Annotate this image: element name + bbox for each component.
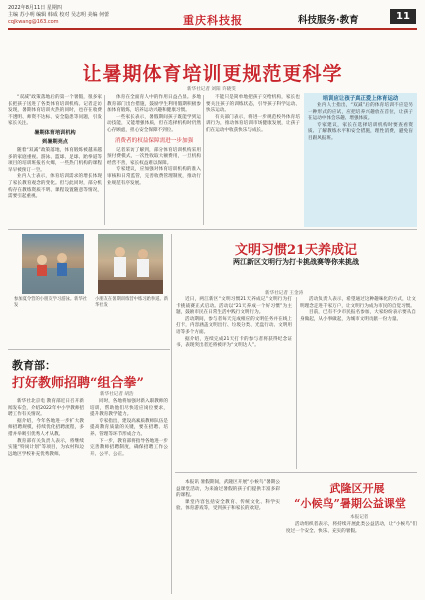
sidebar-title: 培训应让孩子真正爱上体育运动 [322, 96, 399, 102]
column-divider [171, 234, 172, 594]
paragraph: 课堂内容包括安全教育、传统文化、科学实验、体育游戏等，受到孩子和家长的欢迎。 [176, 499, 280, 512]
education-column-2 [90, 399, 168, 458]
email-link[interactable]: cqjkwang@163.com [8, 19, 59, 25]
page-number: 11 [390, 9, 416, 24]
wulong-headline: 武隆区开展 [329, 482, 385, 495]
paragraph: 教育部有关负责人表示，将继续实施“特岗计划”等项目，为农村和边远地区学校补充优秀教师。 [8, 438, 84, 457]
civilization-headline: 文明习惯21天养成记 [234, 243, 358, 258]
subheading: 到暑期亮点 [42, 138, 68, 145]
lead-byline: 新华社记者 刘阳 许晓雯 [187, 87, 236, 92]
wulong-column-1 [176, 480, 280, 513]
paragraph: 本报讯 暑假期间，武隆区开展“小候鸟”暑期公益课堂活动，为来渝过暑假的孩子们提供丰富多彩的课程。 [176, 480, 280, 499]
education-byline: 新华社记者 胡浩 [100, 392, 134, 397]
paper-name: 重庆科技报 [183, 14, 243, 27]
photo-caption-left: 参加夏令营的小朋友学习游泳。新华社发 [14, 297, 88, 308]
editor-line: 主编 苏小明 编辑 韩成 校对 吴志明 美编 何蕾 [8, 12, 110, 18]
swimming-illustration [22, 234, 84, 294]
paragraph: 同时，各地将加强对新入职教师的培训，帮助他们尽快适应岗位要求，提升教育教学能力。 [90, 399, 168, 418]
wulong-byline: 本报记者 [350, 515, 369, 520]
education-kicker: 教育部： [12, 359, 56, 372]
civilization-subtitle: 两江新区文明行为打卡挑战赛等你来挑战 [233, 258, 359, 266]
lead-headline: 让暑期体育培训更规范更科学 [82, 63, 343, 85]
lead-column-1 [8, 95, 102, 201]
paragraph: 近日，两江新区“文明习惯21天养成记”文明行为打卡挑战赛正式启动。活动以“21天养成一个好习惯”为主题，鼓励市民在日常生活中践行文明行为。 [176, 297, 292, 316]
paragraph: 一些家长表示，暑假期间孩子既能学到运动技能，又能增强体质，但在选择机构时仍然心存顾虑，担心安全保障不到位。 [107, 114, 201, 133]
paragraph: 随着“双减”政策落地，体育锻炼被越来越多的家庭重视。游泳、篮球、足球、跆拳道等项目的培训班报名火爆，一些热门机构的课程早早被预订一空。 [8, 147, 102, 173]
paragraph: 活动组织者表示，将持续开展此类公益活动，让“小候鸟”们度过一个安全、快乐、充实的暑假。 [286, 522, 417, 534]
header-rule [8, 28, 417, 30]
paragraph: 专家建议，应加强对体育培训机构的准入审核和日常监管，完善收费管理制度，推动行业规范有序发展。 [107, 167, 201, 186]
sidebar-box [304, 93, 417, 227]
civilization-column-1 [176, 297, 292, 350]
paragraph: 有关部门表示，将进一步规范校外体育培训行为，推动体育培训市场健康发展，让孩子们在运动中收获快乐与成长。 [206, 114, 300, 133]
paragraph: 据介绍，连续完成21天打卡的参与者将获得纪念证书，表现突出者还将被评为“文明达人”。 [176, 336, 292, 349]
paragraph: 业内人士表示，体育培训需求的增长体现了家长教育观念的变化。但与此同时，部分机构存在教练资质不明、课程设置随意等情况，需要引起重视。 [8, 174, 102, 200]
column-divider [104, 95, 105, 225]
education-headline: 打好教师招聘“组合拳” [12, 376, 144, 391]
paragraph: 体育在全面育人中的作用日益凸显。多地教育部门出台措施，鼓励学生利用假期积极参加体育锻炼，培养运动兴趣和健康习惯。 [107, 95, 201, 114]
photo-caption-right: 小朋友在暑期训练营中练习跆拳道。新华社发 [95, 297, 169, 308]
section-divider [8, 229, 417, 230]
paragraph: 新华社北京电 教育部近日召开新闻发布会，介绍2022年中小学教师招聘工作有关情况。 [8, 399, 85, 418]
paragraph: 活动负责人表示，希望通过这种趣味化的方式，让文明理念走进千家万户，让文明行为成为市民的自觉习惯。 [300, 297, 416, 309]
paragraph: “双减”政策落地后的第一个暑假，很多家长把孩子送进了各类体育培训机构。记者走访发现，暑期体育培训火热的同时，也存在收费不透明、师资不达标、安全隐患等问题，引发家长关注。 [8, 95, 102, 127]
paragraph: 专家指出，建设高素质教师队伍是提高教育质量的关键，要在招聘、培养、管理等环节形成合力。 [90, 418, 168, 437]
paragraph: 据介绍，今年各地进一步扩大教师招聘规模，持续优化招聘流程，多措并举吸引优秀人才从教。 [8, 418, 84, 437]
section-divider [175, 472, 417, 473]
section-divider [8, 349, 170, 350]
paragraph: 目前，已有不少市民报名参加，大家纷纷表示要从自身做起，从小事做起，为城市文明贡献一份力量。 [300, 310, 416, 322]
civilization-byline: 新华社记者 王金涛 [265, 291, 304, 296]
swimming-photo [22, 234, 84, 294]
masthead-meta [8, 5, 109, 26]
date-line: 2022年8月11日 星期四 [8, 5, 62, 11]
wulong-column-2 [286, 522, 417, 535]
lead-column-2 [107, 95, 201, 187]
paragraph: 下一步，教育部将指导各地进一步完善教师招聘制度，确保招聘工作公开、公平、公正。 [90, 438, 168, 457]
paragraph: 不能只是简单地把孩子交给机构，家长也要关注孩子的训练状态，引导孩子科学运动、快乐运动。 [206, 95, 300, 114]
taekwondo-illustration [98, 234, 163, 294]
paragraph: 业内人士指出，“双减”后的体育培训不应是另一种形式的应试，应把培养兴趣放在首位，让孩子在运动中体会乐趣、增强体质。 [308, 103, 413, 122]
paragraph: 专家建议，家长在选择培训机构时要查看资质、了解教练水平和安全措施，理性消费，避免盲目跟风报班。 [308, 122, 413, 141]
paragraph: 活动期间，参与者每天完成相应的文明任务并在线上打卡，内容涵盖文明出行、垃圾分类、光盘行动、文明用语等多个方面。 [176, 316, 292, 335]
civilization-column-2 [300, 297, 416, 323]
wulong-subtitle: “小候鸟”暑期公益课堂 [294, 497, 406, 510]
section-title: 科技服务·教育 [298, 15, 359, 26]
subheading: 消费者的权益保障需进一步加强 [114, 137, 194, 144]
taekwondo-photo [98, 234, 163, 294]
education-column-1 [8, 399, 84, 458]
lead-column-3 [206, 95, 300, 135]
paragraph: 记者采访了解到，部分体育培训机构采用预付费模式，一次性收取大额费用，一旦机构经营不善，家长权益难以保障。 [107, 147, 201, 166]
subheading: 暑期体育培训机构 [34, 129, 76, 136]
column-divider [203, 95, 204, 225]
column-divider [296, 297, 297, 469]
